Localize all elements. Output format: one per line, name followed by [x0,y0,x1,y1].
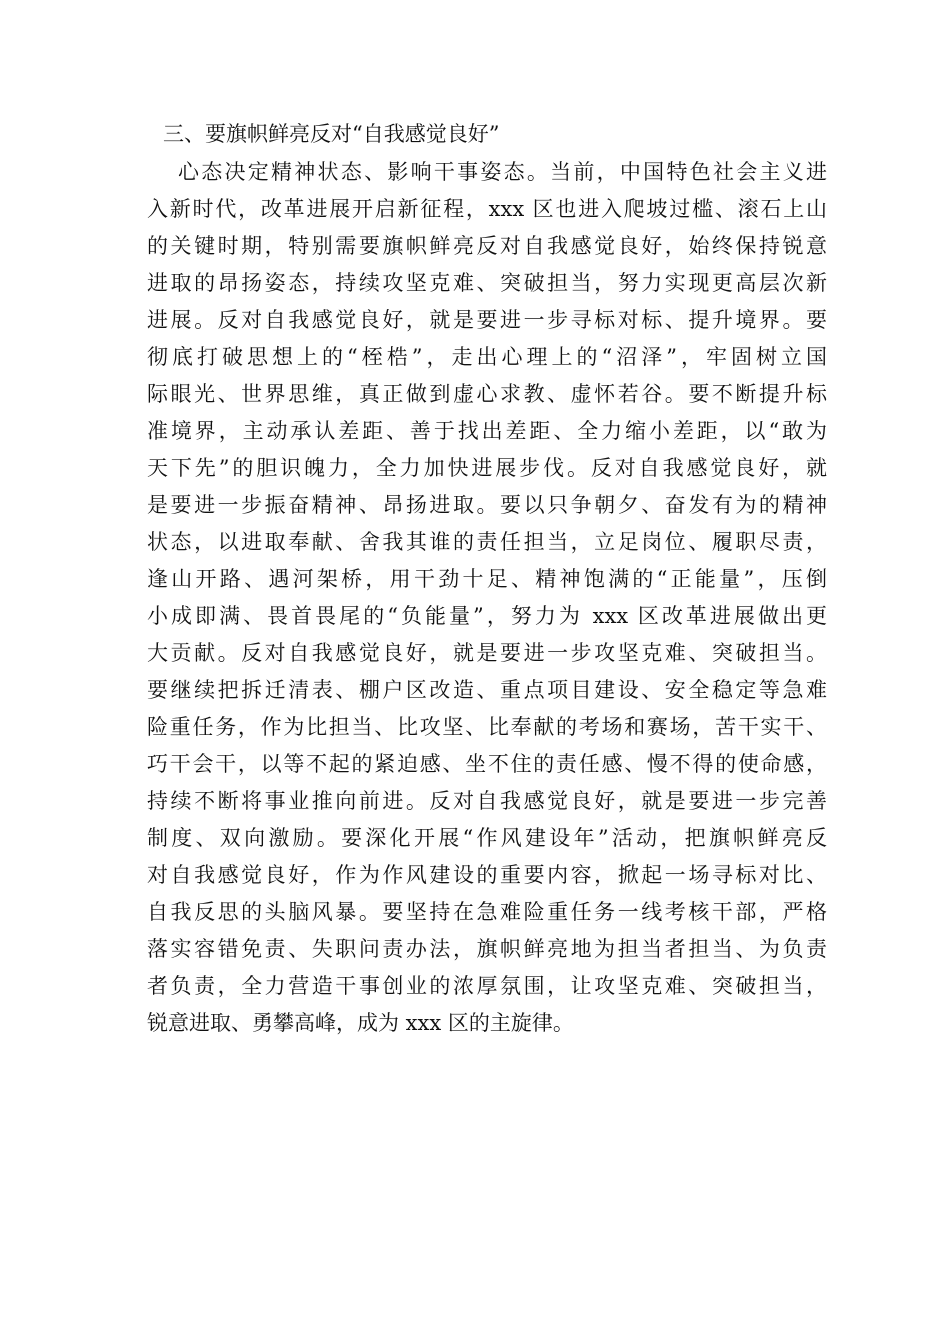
paragraph-line: 锐意进取、勇攀高峰，成为 xxx 区的主旋律。 [147,1011,574,1035]
paragraph-line: 对自我感觉良好，作为作风建设的重要内容，掀起一场寻标对比、 [147,863,827,887]
paragraph-line: 入新时代，改革进展开启新征程，xxx 区也进入爬坡过槛、滚石上山 [147,197,827,221]
paragraph-line: 状态，以进取奉献、舍我其谁的责任担当，立足岗位、履职尽责， [147,530,827,554]
paragraph-line: 大贡献。反对自我感觉良好，就是要进一步攻坚克难、突破担当。 [147,641,827,665]
paragraph-line: 准境界，主动承认差距、善于找出差距、全力缩小差距，以“敢为 [147,419,827,443]
paragraph-line: 巧干会干，以等不起的紧迫感、坐不住的责任感、慢不得的使命感， [147,752,827,776]
paragraph-line: 心态决定精神状态、影响干事姿态。当前，中国特色社会主义进 [178,160,827,184]
paragraph-line: 持续不断将事业推向前进。反对自我感觉良好，就是要进一步完善 [147,789,827,813]
paragraph-line: 际眼光、世界思维，真正做到虚心求教、虚怀若谷。要不断提升标 [147,382,827,406]
paragraph-line: 彻底打破思想上的“桎梏”，走出心理上的“沼泽”，牢固树立国 [147,345,827,369]
paragraph-line: 的关键时期，特别需要旗帜鲜亮反对自我感觉良好，始终保持锐意 [147,234,827,258]
paragraph-line: 小成即满、畏首畏尾的“负能量”，努力为 xxx 区改革进展做出更 [147,604,827,628]
paragraph-line: 天下先”的胆识魄力，全力加快进展步伐。反对自我感觉良好，就 [147,456,827,480]
paragraph-line: 落实容错免责、失职问责办法，旗帜鲜亮地为担当者担当、为负责 [147,937,827,961]
paragraph-line: 自我反思的头脑风暴。要坚持在急难险重任务一线考核干部，严格 [147,900,827,924]
paragraph-line: 者负责，全力营造干事创业的浓厚氛围，让攻坚克难、突破担当， [147,974,827,998]
paragraph-line: 制度、双向激励。要深化开展“作风建设年”活动，把旗帜鲜亮反 [147,826,827,850]
paragraph-line: 是要进一步振奋精神、昂扬进取。要以只争朝夕、奋发有为的精神 [147,493,827,517]
paragraph-line: 进取的昂扬姿态，持续攻坚克难、突破担当，努力实现更高层次新 [147,271,827,295]
paragraph-line: 进展。反对自我感觉良好，就是要进一步寻标对标、提升境界。要 [147,308,827,332]
section-heading: 三、要旗帜鲜亮反对“自我感觉良好” [163,122,500,146]
paragraph-line: 要继续把拆迁清表、棚户区改造、重点项目建设、安全稳定等急难 [147,678,827,702]
paragraph-line: 险重任务，作为比担当、比攻坚、比奉献的考场和赛场，苦干实干、 [147,715,827,739]
paragraph-line: 逢山开路、遇河架桥，用干劲十足、精神饱满的“正能量”，压倒 [147,567,827,591]
